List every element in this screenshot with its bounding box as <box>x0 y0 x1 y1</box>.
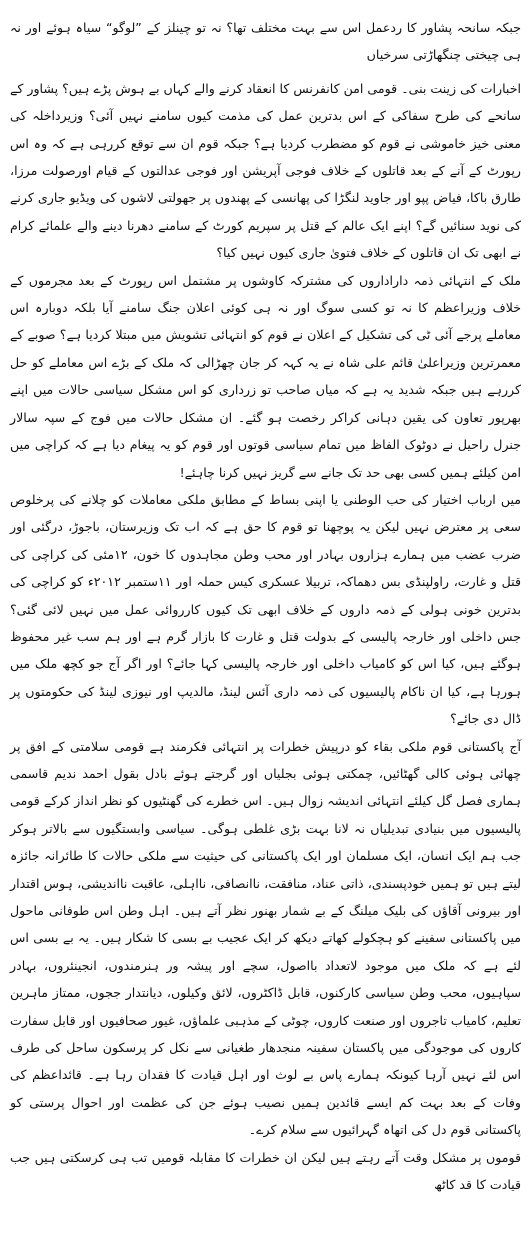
article-paragraph: آج پاکستانی قوم ملکی بقاء کو درپیش خطرات پر انتہائی فکرمند ہے قومی سلامتی کے افق پر چھائی ہوئی کالی گھٹائیں، چمکتی ہوئی بجلیاں اور گرجتے ہوئے بادل بقول احمد ندیم قاسمی ہماری فصل گل کیلئے انتہائی اندیشہ زوال ہیں۔ اس خطرے کی گھنٹیوں کو نظر انداز کرکے قومی پالیسیوں میں بنیادی تبدیلیاں نہ لانا بہت بڑی غلطی ہوگی۔ سیاسی وابستگیوں سے بالاتر ہوکر جب ہم ایک انسان، ایک مسلمان اور ایک پاکستانی کی حیثیت سے ملکی حالات کا طائرانہ جائزہ لیتے ہیں تو ہمیں خودپسندی، ذاتی عناد، منافقت، ناانصافی، نااہلی، عاقبت نااندیشی، ہوس اقتدار اور بیرونی آقاؤں کی بلیک میلنگ کے بے شمار بھنور نظر آتے ہیں۔ اہل وطن اس طوفانی ماحول میں پاکستانی سفینے کو ہچکولے کھاتے دیکھ کر ایک عجیب بے بسی کا شکار ہیں۔ یہ بے بسی اس لئے ہے کہ ملک میں موجود لاتعداد بااصول، سچے اور پیشہ ور ہنرمندوں، انجینئروں، بہادر سپاہیوں، محب وطن سیاسی کارکنوں، قابل ڈاکٹروں، لائق وکیلوں، دیانتدار ججوں، ممتاز ماہرین تعلیم، کامیاب تاجروں اور صنعت کاروں، چوٹی کے مذہبی علماؤں، غیور صحافیوں اور قابل سفارت کاروں کی موجودگی میں پاکستان سفینہ منجدھار طغیانی سے نکل کر پرسکون ساحل کی طرف اس لئے نہیں آرہا کیونکہ ہمارے پاس بے لوث اور اہل قیادت کا فقدان رہا ہے۔ قائداعظم کی وفات کے بعد بہت کم ایسے قائدین ہمیں نصیب ہوئے جن کی عظمت اور احوال پرستی کو پاکستانی قوم دل کی اتھاہ گہرائیوں سے سلام کرے۔ <box>10 738 521 1138</box>
article-opening-line: جبکہ سانحہ پشاور کا ردعمل اس سے بہت مختلف تھا؟ نہ تو چینلز کے ”لوگو“ سیاہ ہوئے اور نہ ہی چیختی چنگھاڑتی سرخیاں <box>10 20 521 63</box>
article-paragraph: اخبارات کی زینت بنی۔ قومی امن کانفرنس کا انعقاد کرنے والے کہاں بے ہوش پڑے ہیں؟ پشاور کے سانحے کی طرح سفاکی کے اس بدترین عمل کی مذمت کیوں سامنے نہیں آئی؟ وزیرداخلہ کی معنی خیز خاموشی نے قوم کو مضطرب کردیا ہے؟ جبکہ قوم ان سے توقع کررہی ہے کہ وہ اس رپورٹ کے آنے کے بعد قاتلوں کے خلاف فوجی آپریشن اور فوجی عدالتوں کے قیام اورصولت مرزا، طارق باکا، فیاض پپو اور جاوید لنگڑا کی پھانسی کے پھندوں پر جھولتی لاشوں کی ویڈیو جاری کرنے کی نوید سنائیں گے؟ اپنے ایک عالم کے قتل پر سپریم کورٹ کے سامنے دھرنا دینے والے علمائے کرام نے ابھی تک ان قاتلوں کے خلاف فتویٰ جاری کیوں نہیں کیا؟ <box>9 80 521 261</box>
article-paragraph: میں ارباب اختیار کی حب الوطنی یا اپنی بساط کے مطابق ملکی معاملات کو چلانے کی پرخلوص سعی پر معترض نہیں لیکن یہ پوچھنا تو قوم کا حق ہے کہ اب تک وزیرستان، باجوڑ، درگئی اور ضرب عضب میں ہمارے ہزاروں بہادر اور محب وطن مجاہدوں کا خون، ۱۲مئی کی کراچی کی قتل و غارت، راولپنڈی بس دھماکہ، تربیلا عسکری کیس حملہ اور ۱۱ستمبر ۲۰۱۲ء کو کراچی کی بدترین خونی ہولی کے ذمہ داروں کے خلاف ابھی تک کیوں کارروائی عمل میں نہیں لائی گئی؟ جس داخلی اور خارجہ پالیسی کے بدولت قتل و غارت کا بازار گرم ہے اور ہم سب غیر محفوظ ہوگئے ہیں، کیا اس کو کامیاب داخلی اور خارجہ پالیسی کہا جائے؟ اور اگر آج جو کچھ ملک میں ہورہا ہے، کیا ان ناکام پالیسیوں کی ذمہ داری آئس لینڈ، مالدیپ اور نیوزی لینڈ کی حکومتوں پر ڈال دی جائے؟ <box>10 491 521 727</box>
article-paragraph: ملک کے انتہائی ذمہ داراداروں کی مشترکہ کاوشوں پر مشتمل اس رپورٹ کے بعد مجرموں کے خلاف وزیراعظم کا نہ تو کسی سوگ اور نہ ہی کوئی اعلان جنگ سامنے آیا بلکہ دوبارہ اس معاملے پرجے آئی ٹی کی تشکیل کے اعلان نے قوم کو انتہائی تشویش میں مبتلا کردیا ہے؟ صوبے کے معمرترین وزیراعلیٰ قائم علی شاہ نے یہ کہہ کر جان چھڑالی کہ ملک کے بڑے اس معاملے کو حل کررہے ہیں جبکہ شدید یہ ہے کہ میاں صاحب تو زرداری کو اس مشکل سیاسی حالات میں اپنے بھرپور تعاون کی یقین دہانی کراکر رخصت ہو گئے۔ ان مشکل حالات میں فوج کے سپہ سالار جنرل راحیل نے دوٹوک الفاظ میں تمام سیاسی قوتوں اور قوم کو یہ پیغام دیا ہے کہ کراچی میں امن کیلئے ہمیں کسی بھی حد تک جانے سے گریز نہیں کرنا چاہئے! <box>10 272 521 480</box>
article-paragraph-truncated: قوموں پر مشکل وقت آتے رہتے ہیں لیکن ان خطرات کا مقابلہ قومیں تب ہی کرسکتی ہیں جب قیادت کا قد کاٹھ <box>10 1149 521 1193</box>
